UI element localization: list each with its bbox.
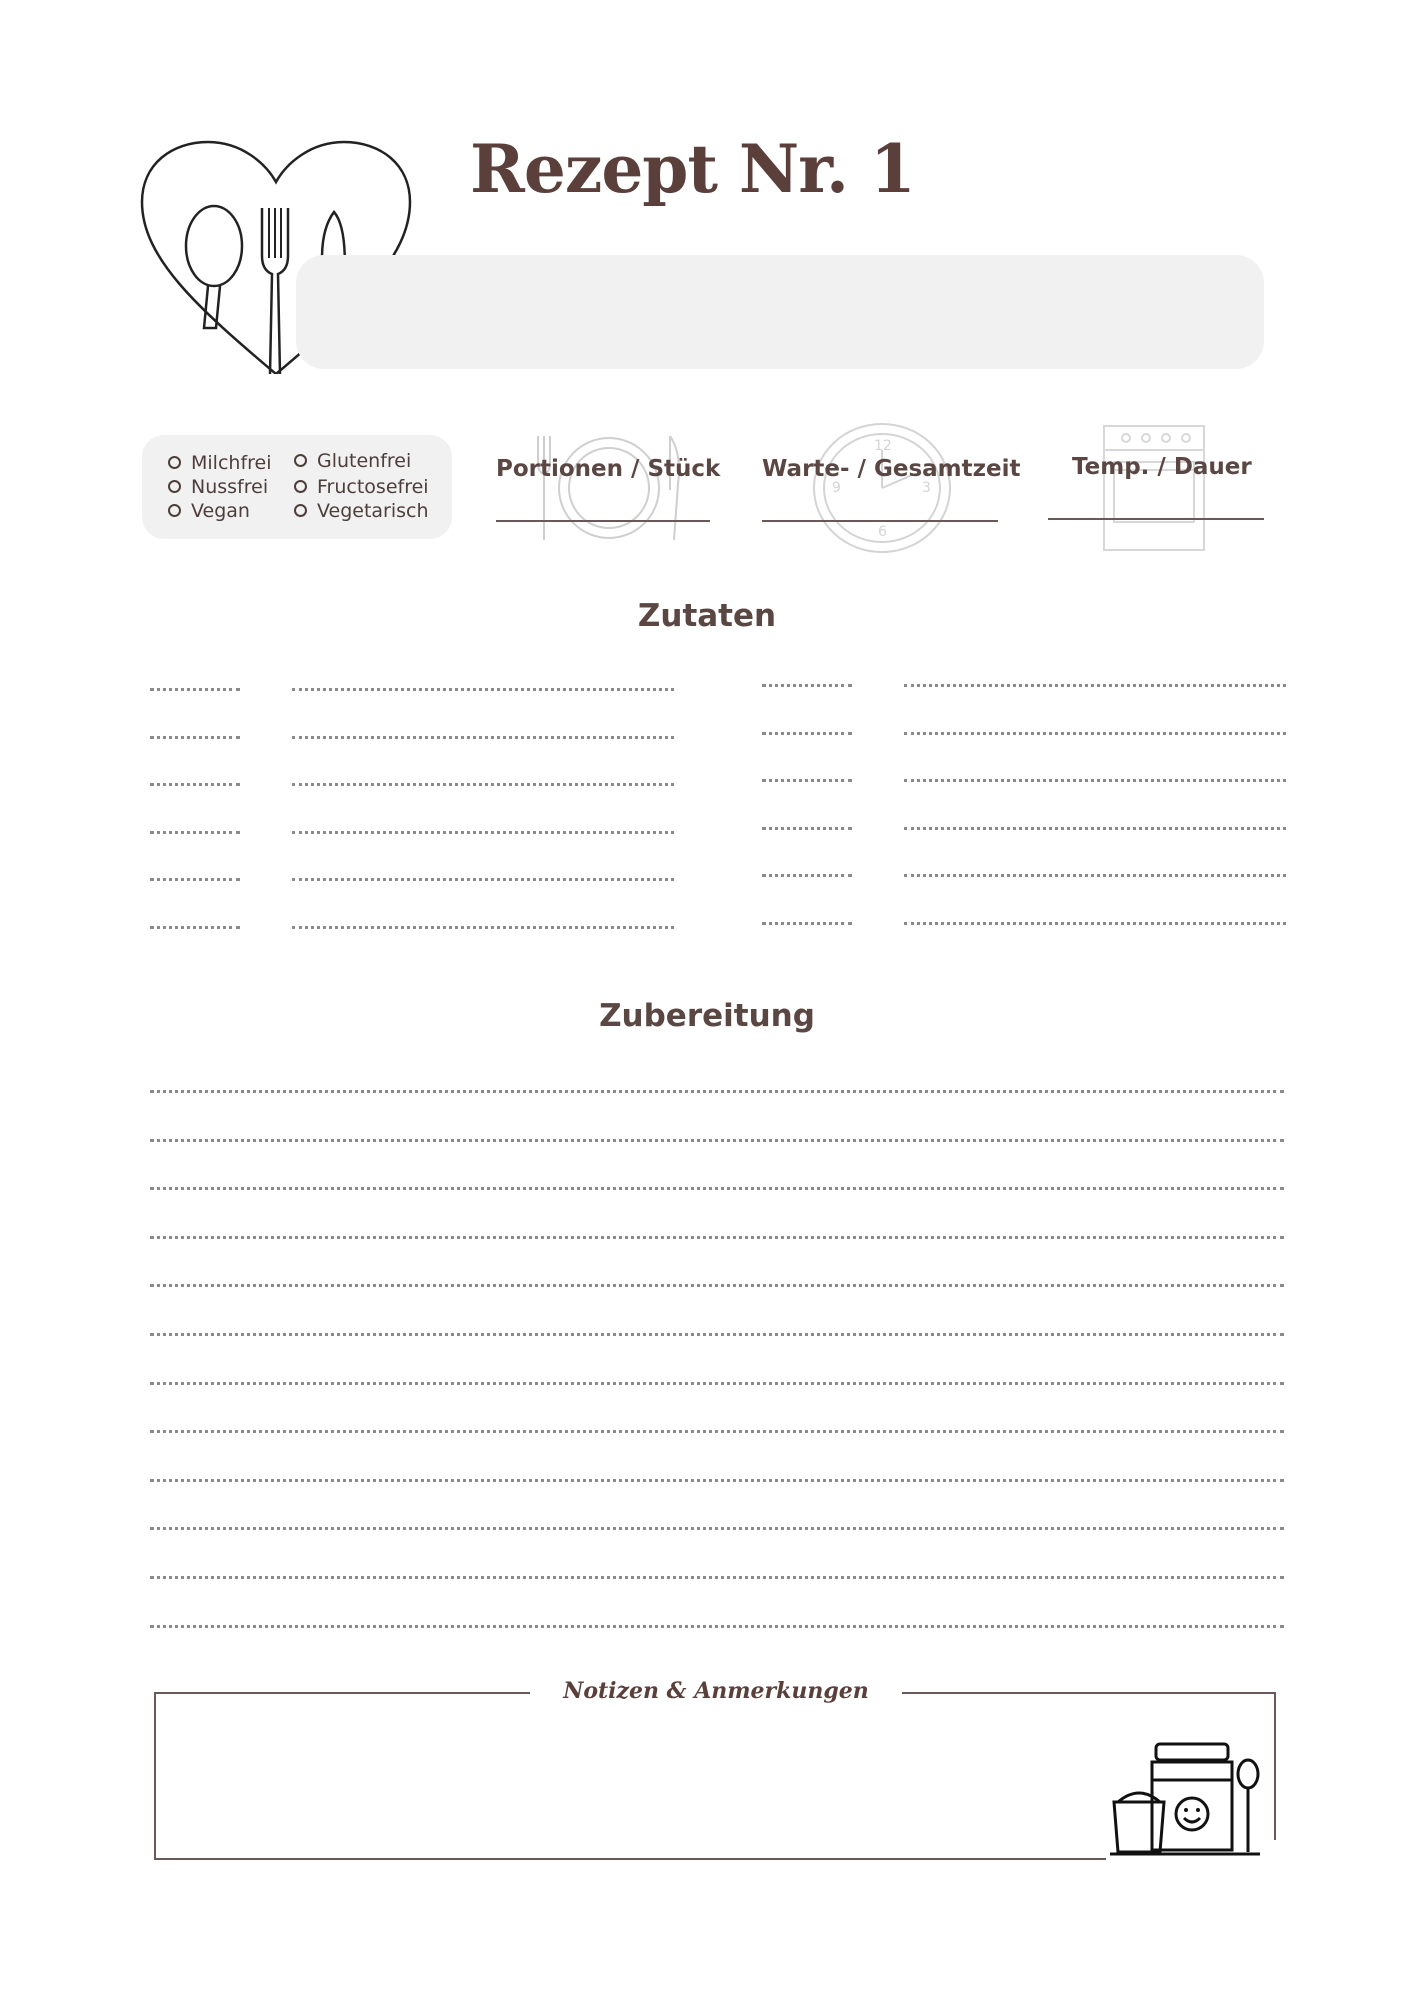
ingredient-name-line[interactable] bbox=[904, 779, 1286, 782]
ingredient-name-line[interactable] bbox=[292, 831, 674, 834]
preparation-line[interactable] bbox=[150, 1576, 1284, 1579]
preparation-line[interactable] bbox=[150, 1430, 1284, 1433]
ingredient-name-line[interactable] bbox=[292, 736, 674, 739]
checkbox-circle-icon bbox=[294, 504, 307, 517]
svg-text:3: 3 bbox=[922, 480, 931, 496]
svg-text:12: 12 bbox=[874, 438, 892, 454]
time-line[interactable] bbox=[762, 520, 998, 522]
ingredient-name-line[interactable] bbox=[904, 684, 1286, 687]
oven-icon bbox=[1100, 422, 1208, 554]
ingredient-name-line[interactable] bbox=[904, 827, 1286, 830]
temp-label: Temp. / Dauer bbox=[1072, 454, 1252, 480]
preparation-line[interactable] bbox=[150, 1382, 1284, 1385]
ingredient-name-line[interactable] bbox=[292, 926, 674, 929]
baby-food-jars-icon bbox=[1110, 1740, 1260, 1860]
ingredient-amount-line[interactable] bbox=[150, 783, 240, 786]
diet-option-milchfrei[interactable]: Milchfrei bbox=[168, 452, 272, 474]
preparation-line[interactable] bbox=[150, 1187, 1284, 1190]
recipe-name-field[interactable] bbox=[296, 255, 1264, 369]
svg-text:6: 6 bbox=[878, 524, 887, 540]
preparation-line[interactable] bbox=[150, 1479, 1284, 1482]
preparation-line[interactable] bbox=[150, 1625, 1284, 1628]
ingredient-amount-line[interactable] bbox=[762, 684, 852, 687]
ingredients-title: Zutaten bbox=[637, 598, 777, 634]
checkbox-circle-icon bbox=[294, 480, 307, 493]
notes-box[interactable] bbox=[154, 1692, 1276, 1860]
time-label: Warte- / Gesamtzeit bbox=[762, 456, 1021, 482]
checkbox-circle-icon bbox=[294, 454, 307, 467]
preparation-line[interactable] bbox=[150, 1333, 1284, 1336]
preparation-line[interactable] bbox=[150, 1527, 1284, 1530]
servings-line[interactable] bbox=[496, 520, 710, 522]
ingredient-amount-line[interactable] bbox=[762, 874, 852, 877]
diet-option-vegan[interactable]: Vegan bbox=[168, 500, 250, 522]
preparation-line[interactable] bbox=[150, 1139, 1284, 1142]
ingredient-amount-line[interactable] bbox=[150, 688, 240, 691]
page-title: Rezept Nr. 1 bbox=[470, 130, 915, 208]
ingredient-amount-line[interactable] bbox=[762, 779, 852, 782]
diet-option-glutenfrei[interactable]: Glutenfrei bbox=[294, 450, 411, 472]
diet-option-fructosefrei[interactable]: Fructosefrei bbox=[294, 476, 429, 498]
svg-text:9: 9 bbox=[832, 480, 841, 496]
checkbox-circle-icon bbox=[168, 480, 181, 493]
notes-title: Notizen & Anmerkungen bbox=[563, 1678, 869, 1704]
preparation-line[interactable] bbox=[150, 1236, 1284, 1239]
diet-option-nussfrei[interactable]: Nussfrei bbox=[168, 476, 268, 498]
diet-option-vegetarisch[interactable]: Vegetarisch bbox=[294, 500, 429, 522]
ingredient-amount-line[interactable] bbox=[150, 878, 240, 881]
ingredient-name-line[interactable] bbox=[292, 783, 674, 786]
checkbox-circle-icon bbox=[168, 456, 181, 469]
ingredient-amount-line[interactable] bbox=[150, 831, 240, 834]
ingredient-amount-line[interactable] bbox=[150, 926, 240, 929]
plate-cutlery-icon bbox=[534, 434, 684, 544]
temp-line[interactable] bbox=[1048, 518, 1264, 520]
ingredient-name-line[interactable] bbox=[904, 732, 1286, 735]
ingredient-amount-line[interactable] bbox=[150, 736, 240, 739]
ingredient-name-line[interactable] bbox=[292, 688, 674, 691]
checkbox-circle-icon bbox=[168, 504, 181, 517]
ingredient-name-line[interactable] bbox=[904, 874, 1286, 877]
preparation-line[interactable] bbox=[150, 1284, 1284, 1287]
ingredient-name-line[interactable] bbox=[904, 922, 1286, 925]
ingredient-amount-line[interactable] bbox=[762, 827, 852, 830]
ingredient-amount-line[interactable] bbox=[762, 732, 852, 735]
servings-label: Portionen / Stück bbox=[496, 456, 721, 482]
preparation-title: Zubereitung bbox=[599, 998, 815, 1034]
ingredient-amount-line[interactable] bbox=[762, 922, 852, 925]
ingredient-name-line[interactable] bbox=[292, 878, 674, 881]
preparation-line[interactable] bbox=[150, 1090, 1284, 1093]
clock-icon bbox=[810, 420, 954, 556]
